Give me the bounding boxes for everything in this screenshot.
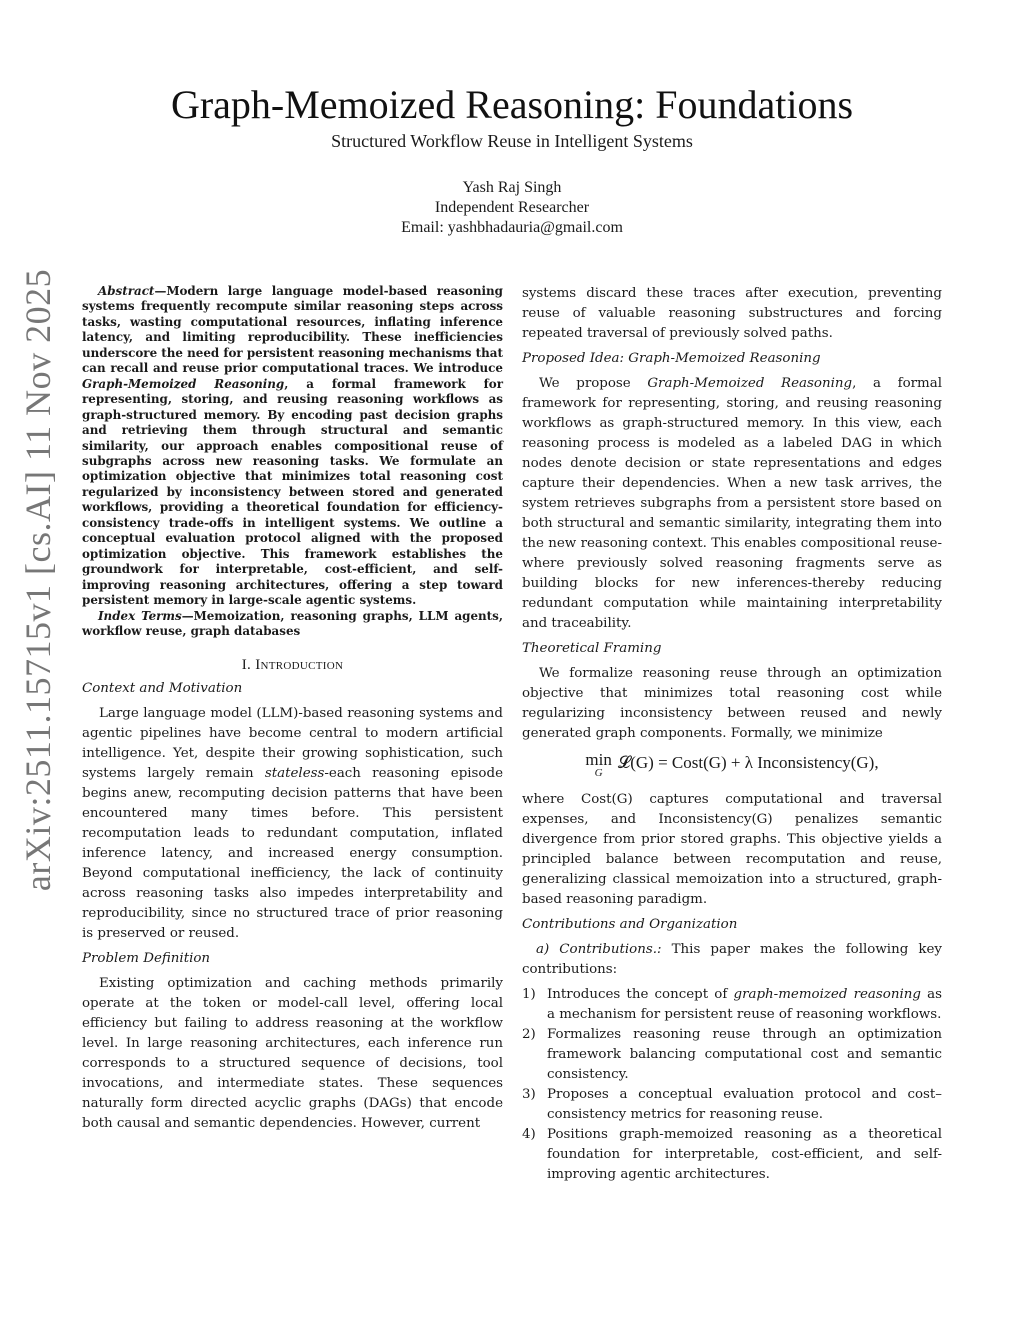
abstract-label: Abstract — [98, 284, 155, 298]
context-paragraph — [82, 704, 503, 944]
list-item-number: 1) — [522, 987, 536, 1002]
arxiv-sidebar — [8, 170, 68, 990]
subsection-context: Context and Motivation — [82, 681, 243, 697]
list-item-text: Proposes a conceptual evaluation protocol and cost–consistency metrics for reasoning reuse. — [547, 1087, 942, 1122]
min-operator-text: min — [585, 750, 612, 769]
index-terms-label: Index Terms — [98, 608, 182, 623]
list-item-number: 3) — [522, 1087, 536, 1102]
contributions-label: a) Contributions.: — [536, 942, 662, 957]
theory-paragraph-2: where Cost(G) captures computational and traversal expenses, and Inconsistency(G) penalizes semantic divergence from prior stored graphs. This objective yields a principled balance between recomputation and reuse, generalizing classical memoization into a structured, graph-based reasoning paradigm. — [522, 792, 942, 907]
right-column — [522, 284, 942, 1185]
paper-title: Graph-Memoized Reasoning: Foundations — [170, 82, 854, 127]
subsection-contributions: Contributions and Organization — [522, 917, 738, 932]
abstract — [82, 284, 503, 639]
abstract-paragraph — [82, 284, 503, 609]
index-terms — [82, 609, 503, 640]
author-email: Email: yashbhadauria@gmail.com — [401, 219, 623, 236]
index-terms-text: Memoization, reasoning graphs, LLM agents, workflow reuse, graph databases — [82, 608, 503, 638]
section-numeral: I. — [241, 657, 252, 674]
left-column — [82, 284, 503, 1139]
min-operator-subscript: G — [594, 767, 603, 779]
subsection-proposed-idea: Proposed Idea: Graph-Memoized Reasoning — [522, 351, 821, 366]
index-terms-dash: — — [181, 608, 194, 623]
list-item-text-b: as a mechanism for persistent reuse of reasoning workflows. — [547, 987, 942, 1022]
subsection-theoretical-framing: Theoretical Framing — [522, 641, 662, 656]
equation-body: 𝓛(G) = Cost(G) + λ Inconsistency(G), — [617, 753, 879, 772]
abstract-text-2: , a formal framework for representing, storing, and reusing reasoning workflows as graph-structured memory. By encoding past decision graphs and retrieving them through structural and semantic similarity, our approach enables compositional reuse of subgraphs across new reasoning tasks. We formulate an optimization objective that minimizes total reasoning cost regularized by inconsistency between stored and generated workflows, providing a theoretical foundation for efficiency-consistency trade-offs in intelligent systems. We outline a conceptual evaluation protocol aligned with the proposed optimization objective. This framework establishes the groundwork for interpretable, cost-efficient, and self-improving reasoning architectures, offering a step toward persistent memory in large-scale agentic systems. — [82, 376, 503, 608]
abstract-text-1: Modern large language model-based reasoning systems frequently recompute similar reasoning steps across tasks, wasting computational resources, inflating inference latency, and limiting reproducibility. These inefficiencies underscore the need for persistent reasoning mechanisms that can recall and reuse prior computational traces. We introduce — [82, 284, 503, 376]
objective-equation — [522, 752, 942, 778]
abstract-dash: — — [154, 284, 167, 298]
context-emph: stateless — [264, 766, 325, 782]
abstract-emph: Graph-Memoized Reasoning — [82, 376, 285, 391]
author-affiliation: Independent Researcher — [434, 199, 590, 216]
list-item — [522, 1025, 942, 1085]
subsection-problem: Problem Definition — [82, 951, 211, 967]
contributions-intro — [522, 940, 942, 980]
proposed-text-a: We propose — [539, 376, 648, 391]
context-text-a: Large language model (LLM)-based reasoning systems and agentic pipelines have become central to modern artificial intelligence. Yet, despite their growing sophistication, such systems largely remain — [82, 706, 503, 782]
paper-header — [0, 80, 1024, 238]
section-heading-introduction — [82, 657, 503, 674]
author-name: Yash Raj Singh — [462, 179, 562, 196]
theory-paragraph: We formalize reasoning reuse through an optimization objective that minimizes total reasoning cost while regularizing inconsistency between reused and newly generated graph components. Formally, we minimize — [522, 666, 942, 741]
contributions-intro-text: This paper makes the following key contributions: — [522, 942, 942, 977]
paper-subtitle: Structured Workflow Reuse in Intelligent Systems — [331, 131, 693, 151]
arxiv-identifier: arXiv:2511.15715v1 [cs.AI] 11 Nov 2025 — [18, 268, 58, 892]
proposed-paragraph — [522, 374, 942, 634]
problem-paragraph: Existing optimization and caching methods primarily operate at the token or model-call level, offering local efficiency but failing to address reasoning at the workflow level. In large reasoning architectures, each inference run corresponds to a structured sequence of decisions, tool invocations, and intermediate states. These sequences naturally form directed acyclic graphs (DAGs) that encode both causal and semantic dependencies. However, current — [82, 976, 503, 1132]
list-item-emph: graph-memoized reasoning — [733, 987, 921, 1002]
proposed-emph: Graph-Memoized Reasoning — [647, 376, 853, 391]
author-block — [0, 178, 1024, 238]
proposed-text-b: , a formal framework for representing, storing, and reusing reasoning workflows as graph-structured memory. In this view, each reasoning process is modeled as a labeled DAG in which nodes denote decision or state representations and edges capture their dependencies. When a new task arrives, the system retrieves subgraphs from a persistent store based on both structural and semantic similarity, integrating them into the new reasoning context. This enables compositional reuse-where previously solved reasoning fragments serve as building blocks for new inferences-thereby reducing redundant computation while maintaining interpretability and traceability. — [522, 376, 942, 631]
list-item — [522, 985, 942, 1025]
problem-paragraph-continued: systems discard these traces after execution, preventing reuse of valuable reasoning substructures and forcing repeated traversal of previously solved paths. — [522, 286, 942, 341]
list-item — [522, 1085, 942, 1125]
section-title: Introduction — [255, 657, 344, 674]
list-item-text: Introduces the concept of — [547, 987, 734, 1002]
contributions-list — [522, 985, 942, 1185]
list-item-text: Formalizes reasoning reuse through an optimization framework balancing computational cost and semantic consistency. — [547, 1027, 942, 1082]
list-item-text: Positions graph-memoized reasoning as a theoretical foundation for interpretable, cost-efficient, and self-improving agentic architectures. — [547, 1127, 942, 1182]
list-item-number: 2) — [522, 1027, 536, 1042]
list-item — [522, 1125, 942, 1185]
min-operator — [585, 752, 611, 778]
context-text-b: -each reasoning episode begins anew, recomputing decision patterns that have been encountered many times before. This persistent recomputation leads to redundant computation, inflated inference latency, and increased energy consumption. Beyond computational inefficiency, the lack of continuity across reasoning tasks also impedes interpretability and reproducibility, since no structured trace of prior reasoning is preserved or reused. — [82, 766, 503, 942]
list-item-number: 4) — [522, 1127, 536, 1142]
